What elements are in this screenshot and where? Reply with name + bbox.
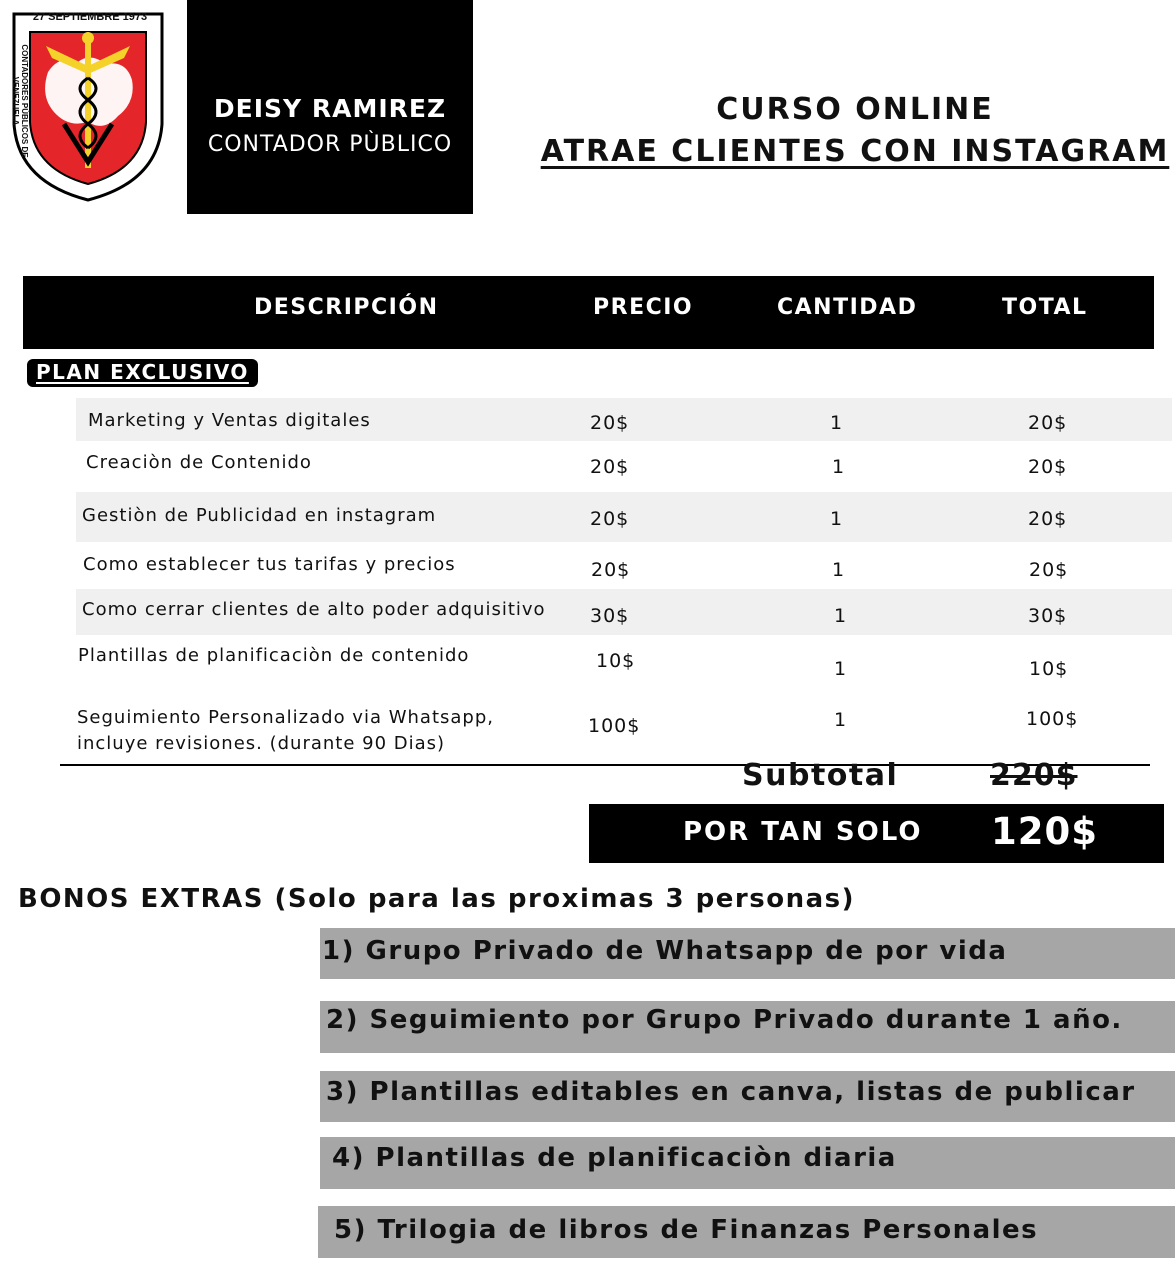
col-price: PRECIO (593, 295, 694, 320)
bonus-item-text: 3) Plantillas editables en canva, listas de publicar (326, 1077, 1136, 1107)
row-price: 20$ (590, 456, 630, 478)
row-description: Como establecer tus tarifas y precios (83, 554, 456, 575)
row-total: 20$ (1028, 456, 1068, 478)
row-quantity: 1 (832, 559, 846, 581)
bonus-item (320, 1001, 1175, 1053)
name-box (187, 0, 473, 214)
table-row (76, 542, 1172, 589)
bonus-item (320, 1137, 1175, 1189)
row-description: Como cerrar clientes de alto poder adquisitivo (82, 599, 546, 620)
course-title-line1: CURSO ONLINE (716, 92, 994, 127)
logo-arc-side: CONTADORES PÚBLICOS DE VENEZUELA (11, 44, 29, 158)
row-quantity: 1 (834, 605, 848, 627)
row-description-cont: incluye revisiones. (durante 90 Dias) (77, 733, 446, 754)
row-description: Seguimiento Personalizado via Whatsapp, (77, 707, 494, 728)
row-total: 30$ (1028, 605, 1068, 627)
bonus-item-text: 2) Seguimiento por Grupo Privado durante 1 año. (326, 1005, 1123, 1035)
row-total: 20$ (1029, 559, 1069, 581)
table-row (76, 589, 1172, 635)
row-price: 10$ (596, 650, 636, 672)
bonus-item-text: 1) Grupo Privado de Whatsapp de por vida (322, 936, 1008, 966)
table-row (76, 441, 1172, 492)
row-description: Gestiòn de Publicidad en instagram (82, 505, 437, 526)
row-quantity: 1 (830, 412, 844, 434)
promo-label: POR TAN SOLO (683, 817, 923, 847)
table-row (76, 398, 1172, 441)
bonus-item (320, 928, 1175, 979)
bonus-item (318, 1206, 1175, 1258)
row-quantity: 1 (834, 709, 848, 731)
row-total: 20$ (1028, 412, 1068, 434)
row-price: 30$ (590, 605, 630, 627)
row-quantity: 1 (832, 456, 846, 478)
bonus-item (320, 1071, 1175, 1122)
col-total: TOTAL (1002, 295, 1088, 320)
subtotal-divider (60, 764, 1150, 766)
row-price: 20$ (590, 508, 630, 530)
subtotal-value: 220$ (990, 758, 1078, 793)
promo-price-box (589, 804, 1164, 863)
logo-arc-top: 27 SEPTIEMBRE 1973 (32, 11, 148, 23)
plan-badge: PLAN EXCLUSIVO (27, 359, 258, 387)
row-description: Marketing y Ventas digitales (88, 410, 371, 431)
row-total: 20$ (1028, 508, 1068, 530)
bonus-item-text: 5) Trilogia de libros de Finanzas Personales (334, 1215, 1039, 1245)
author-name: DEISY RAMIREZ (213, 94, 447, 123)
table-row (76, 703, 1172, 761)
row-price: 100$ (588, 715, 641, 737)
logo-cpv (8, 4, 168, 204)
table-header (23, 276, 1154, 349)
promo-value: 120$ (991, 810, 1098, 853)
subtotal-label: Subtotal (742, 758, 899, 793)
col-quantity: CANTIDAD (777, 295, 918, 320)
table-row (76, 635, 1172, 695)
table-row (76, 492, 1172, 542)
author-role: CONTADOR PÙBLICO (207, 132, 453, 157)
row-quantity: 1 (834, 658, 848, 680)
row-total: 100$ (1026, 708, 1079, 730)
row-description: Creaciòn de Contenido (86, 452, 312, 473)
col-description: DESCRIPCIÓN (254, 295, 439, 320)
logo-emblem-icon (8, 4, 168, 204)
course-title-line2: ATRAE CLIENTES CON INSTAGRAM (540, 134, 1170, 169)
row-price: 20$ (590, 412, 630, 434)
bonus-item-text: 4) Plantillas de planificaciòn diaria (332, 1143, 897, 1173)
row-description: Plantillas de planificaciòn de contenido (78, 645, 470, 666)
row-total: 10$ (1029, 658, 1069, 680)
row-quantity: 1 (830, 508, 844, 530)
bonus-title: BONOS EXTRAS (Solo para las proximas 3 personas) (18, 884, 855, 914)
row-price: 20$ (591, 559, 631, 581)
